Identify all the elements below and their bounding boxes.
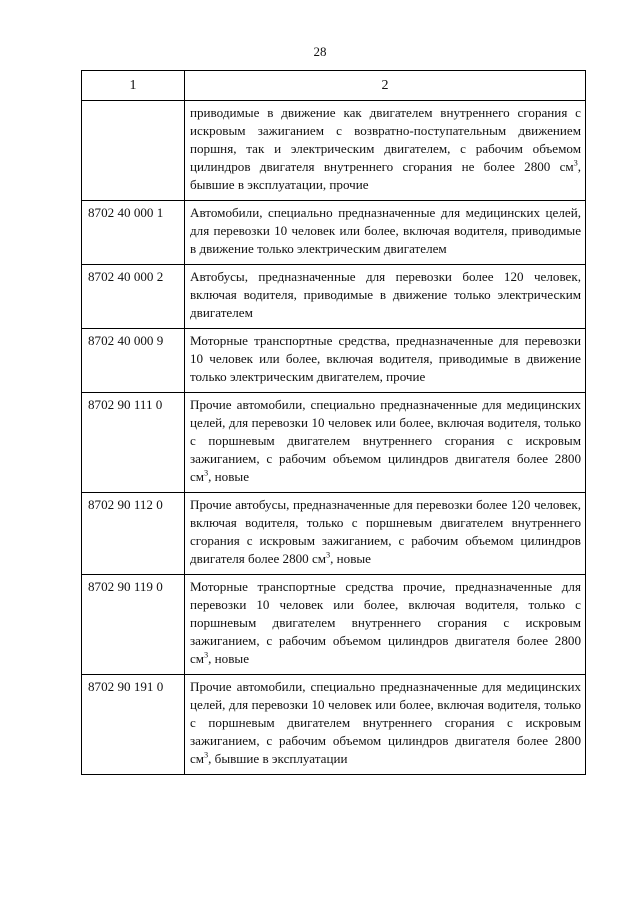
row-description	[185, 575, 586, 675]
table-row	[82, 575, 586, 675]
superscript: 3	[326, 550, 331, 560]
description-text: Моторные транспортные средства, предназначенные для перевозки 10 человек или более, включая водителя, приводимые в движение только электрическим двигателем, прочие	[190, 333, 581, 384]
description-text: приводимые в движение как двигателем внутреннего сгорания с искровым зажиганием с возвратно-поступательным движением поршня, так и электрическим двигателем, с рабочим объемом цилиндров двигателя внутреннего сгорания не более 2800 см	[190, 105, 581, 174]
superscript: 3	[204, 650, 209, 660]
row-code	[82, 101, 185, 201]
superscript: 3	[204, 468, 209, 478]
table-row	[82, 265, 586, 329]
description-text-tail: , новые	[208, 469, 250, 484]
description-text: Моторные транспортные средства прочие, предназначенные для перевозки 10 человек или более, включая водителя, только с поршневым двигателем внутреннего сгорания с искровым зажиганием, с рабочим объемом цилиндров двигателя более 2800 см	[190, 579, 581, 666]
description-text: Прочие автомобили, специально предназначенные для медицинских целей, для перевозки 10 человек или более, включая водителя, только с поршневым двигателем внутреннего сгорания с искровым зажиганием, с рабочим объемом цилиндров двигателя более 2800 см	[190, 679, 581, 766]
description-text-tail: , бывшие в эксплуатации, прочие	[190, 159, 581, 192]
table-body	[82, 101, 586, 775]
description-text-tail: , новые	[208, 651, 250, 666]
table-row	[82, 201, 586, 265]
row-code: 8702 90 191 0	[82, 675, 185, 775]
description-text: Прочие автомобили, специально предназначенные для медицинских целей, для перевозки 10 человек или более, включая водителя, только с поршневым двигателем внутреннего сгорания с искровым зажиганием, с рабочим объемом цилиндров двигателя более 2800 см	[190, 397, 581, 484]
row-code: 8702 40 000 1	[82, 201, 185, 265]
table-row	[82, 675, 586, 775]
row-code: 8702 90 111 0	[82, 393, 185, 493]
column-header-description: 2	[185, 71, 586, 101]
row-description	[185, 329, 586, 393]
superscript: 3	[204, 750, 209, 760]
superscript: 3	[573, 158, 578, 168]
column-header-code: 1	[82, 71, 185, 101]
table-row	[82, 329, 586, 393]
row-description	[185, 201, 586, 265]
table-row	[82, 101, 586, 201]
row-description	[185, 101, 586, 201]
page-number: 28	[313, 44, 327, 59]
row-code: 8702 90 112 0	[82, 493, 185, 575]
tariff-table	[81, 70, 586, 775]
description-text: Прочие автобусы, предназначенные для перевозки более 120 человек, включая водителя, только с поршневым двигателем внутреннего сгорания с искровым зажиганием, с рабочим объемом цилиндров двигателя более 2800 см	[190, 497, 581, 566]
row-description	[185, 393, 586, 493]
row-code: 8702 40 000 2	[82, 265, 185, 329]
description-text: Автобусы, предназначенные для перевозки более 120 человек, включая водителя, приводимые в движение только электрическим двигателем	[190, 269, 581, 320]
description-text-tail: , новые	[330, 551, 371, 566]
table-row	[82, 393, 586, 493]
description-text-tail: , бывшие в эксплуатации	[208, 751, 348, 766]
row-description	[185, 675, 586, 775]
row-code: 8702 40 000 9	[82, 329, 185, 393]
row-code: 8702 90 119 0	[82, 575, 185, 675]
row-description	[185, 493, 586, 575]
table-row	[82, 493, 586, 575]
table-header-row	[82, 71, 586, 101]
description-text: Автомобили, специально предназначенные для медицинских целей, для перевозки 10 человек или более, включая водителя, приводимые в движение только электрическим двигателем	[190, 205, 581, 256]
row-description	[185, 265, 586, 329]
